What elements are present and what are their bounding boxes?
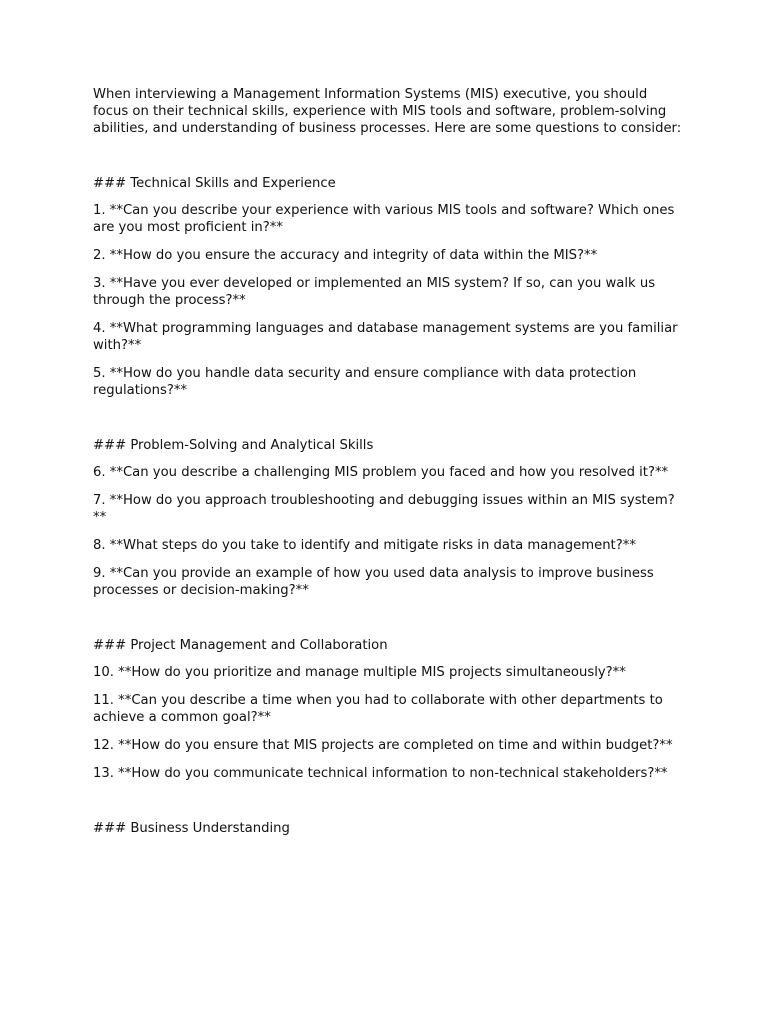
question-item: 10. **How do you prioritize and manage multiple MIS projects simultaneously?**: [93, 665, 626, 680]
question-item: 4. **What programming languages and database management systems are you familiar with?**: [93, 321, 678, 353]
document-page: [93, 86, 683, 875]
question-item: 5. **How do you handle data security and ensure compliance with data protection regulations?**: [93, 366, 637, 398]
intro-paragraph: When interviewing a Management Information Systems (MIS) executive, you should focus on their technical skills, experience with MIS tools and software, problem-solving abilities, and understanding of business processes. Here are some questions to consider:: [93, 87, 682, 136]
section-heading: ### Business Understanding: [93, 821, 290, 836]
question-item: 9. **Can you provide an example of how you used data analysis to improve business processes or decision-making?**: [93, 566, 654, 598]
question-item: 6. **Can you describe a challenging MIS problem you faced and how you resolved it?**: [93, 465, 669, 480]
question-item: 7. **How do you approach troubleshooting and debugging issues within an MIS system?**: [93, 493, 675, 525]
question-item: 12. **How do you ensure that MIS projects are completed on time and within budget?**: [93, 738, 673, 753]
section-heading: ### Problem-Solving and Analytical Skills: [93, 438, 374, 453]
section-technical-skills: [93, 175, 683, 399]
section-business-understanding: [93, 820, 683, 837]
question-item: 3. **Have you ever developed or implemented an MIS system? If so, can you walk us through the process?**: [93, 276, 656, 308]
section-heading: ### Project Management and Collaboration: [93, 638, 388, 653]
question-item: 13. **How do you communicate technical information to non-technical stakeholders?**: [93, 766, 668, 781]
question-item: 1. **Can you describe your experience with various MIS tools and software? Which ones are you most proficient in?**: [93, 203, 675, 235]
question-item: 8. **What steps do you take to identify and mitigate risks in data management?**: [93, 538, 636, 553]
section-project-management: [93, 637, 683, 782]
section-problem-solving: [93, 437, 683, 599]
question-item: 11. **Can you describe a time when you had to collaborate with other departments to achieve a common goal?**: [93, 693, 663, 725]
question-item: 2. **How do you ensure the accuracy and integrity of data within the MIS?**: [93, 248, 598, 263]
section-heading: ### Technical Skills and Experience: [93, 176, 336, 191]
